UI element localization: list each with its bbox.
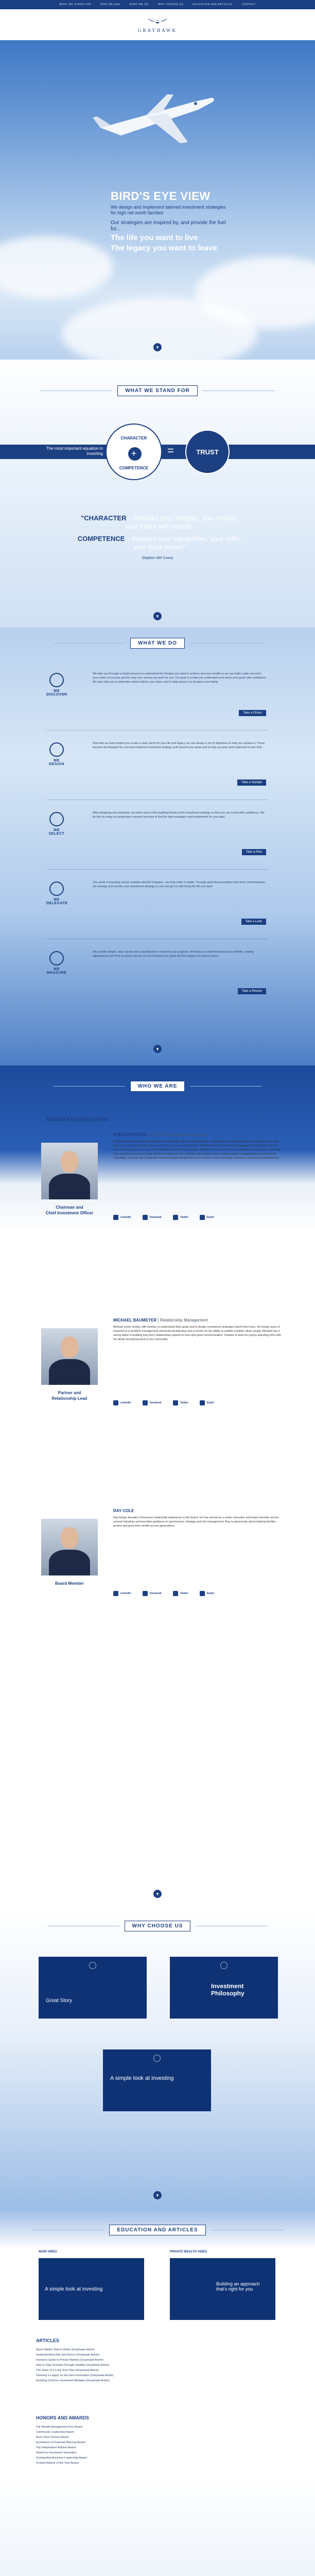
facebook-icon — [143, 1591, 148, 1596]
article-link[interactable]: Avoiding Common Investment Mistakes (Grayhawk Article) — [36, 2379, 110, 2382]
service-row — [0, 738, 315, 800]
title-text: | CEO, CIO & Relationship Lead — [146, 1132, 207, 1137]
service-row — [0, 669, 315, 731]
email-link[interactable] — [200, 1215, 214, 1220]
facebook-icon — [143, 1215, 148, 1220]
suit-shape — [49, 1550, 90, 1575]
person-bio: Michael works closely with families to understand their goals and to design investment strategies that fit their lives. He brings years of experience in portfolio management and financial planning and is known for his ability to explain complex ideas simply. Michael has a strong belief in building long term relationships based on trust and good communication. Outside of work he enjoys spending time with his family and giving back to his community. — [113, 1326, 281, 1341]
board-heading: BOARD AND EXECUTIVE — [46, 1117, 109, 1123]
service-button[interactable]: Take a Sample — [237, 779, 266, 786]
facebook-link[interactable] — [143, 1400, 162, 1405]
cursor-icon — [49, 812, 64, 826]
email-link[interactable] — [200, 1400, 214, 1405]
head-shape — [61, 1151, 78, 1173]
role-line: Chairman and — [56, 1205, 83, 1210]
video-title: Building an approach that's right for you — [216, 2281, 260, 2292]
jet-plane-icon — [90, 87, 219, 148]
section-header — [0, 638, 315, 649]
service-row — [0, 808, 315, 870]
service-text: After designing your blueprint, we select each of the building blocks of the investment strategy so that you can invest with confidence. We do this by using our proprietary research process to find the best managers and investments for your plan. — [93, 811, 265, 819]
honor-item: Award for Investment Innovation — [36, 2451, 77, 2454]
video-card[interactable] — [39, 2258, 144, 2320]
character-label: CHARACTER — [120, 436, 147, 440]
link-label: LinkedIn — [120, 1592, 131, 1595]
link-label: Email — [206, 1401, 214, 1404]
email-icon — [200, 1400, 205, 1405]
service-icon-block — [46, 951, 67, 975]
hero-life-line: The life you want to live — [111, 233, 198, 242]
hero-text — [111, 190, 229, 253]
person-name — [113, 1132, 206, 1137]
article-link[interactable]: Understanding Risk and Return (Grayhawk Article) — [36, 2353, 100, 2357]
honor-item: Trusted Advisor of the Year Award — [36, 2462, 79, 2465]
divider — [46, 869, 269, 870]
link-label: LinkedIn — [120, 1216, 131, 1219]
hero-tagline: Our strategies are inspired by, and provide the fuel for... — [111, 220, 226, 232]
divider — [190, 1086, 262, 1087]
competence-label: COMPETENCE — [119, 466, 149, 470]
honor-item: Excellence in Financial Planning Award — [36, 2441, 85, 2444]
service-icon-block — [46, 673, 67, 697]
clouds-band — [0, 2477, 315, 2576]
link-label: Facebook — [149, 1592, 162, 1595]
email-link[interactable] — [200, 1591, 214, 1596]
plus-icon: + — [131, 448, 137, 459]
video-title: Great Story — [46, 1998, 73, 2004]
scroll-down-button[interactable] — [153, 1890, 162, 1898]
nav-item[interactable]: CONTACT — [241, 3, 256, 6]
person-card — [36, 1318, 283, 1503]
linkedin-link[interactable] — [113, 1215, 131, 1220]
linkedin-icon — [113, 1400, 118, 1405]
honor-item: Best Client Service Award — [36, 2436, 69, 2439]
scroll-down-button[interactable] — [153, 1045, 162, 1053]
stand-section — [0, 360, 315, 628]
facebook-icon — [143, 1400, 148, 1405]
role-line: Chief Investment Officer — [45, 1211, 94, 1215]
scroll-down-button[interactable] — [153, 612, 162, 620]
title-text: | Relationship Management — [156, 1318, 208, 1323]
service-icon-block — [46, 742, 67, 766]
nav-item[interactable]: WHO WE ARE — [100, 3, 120, 6]
twitter-icon — [173, 1400, 178, 1405]
honor-item: Community Leadership Award — [36, 2431, 74, 2434]
articles-list — [36, 2347, 278, 2383]
person-card — [36, 1509, 283, 1694]
service-row — [0, 947, 315, 1009]
trust-equation — [0, 416, 315, 473]
pencil-icon — [49, 742, 64, 757]
play-icon — [220, 1962, 227, 1969]
linkedin-icon — [113, 1215, 118, 1220]
person-role — [36, 1390, 103, 1401]
what-we-do-section — [0, 628, 315, 1065]
quote-competence — [77, 535, 242, 551]
compass-icon — [49, 673, 64, 687]
top-nav — [0, 0, 315, 9]
column-heading: PRIVATE WEALTH VIDEO — [170, 2250, 207, 2253]
handshake-icon — [49, 882, 64, 896]
nav-item[interactable]: WHAT WE STAND FOR — [59, 3, 92, 6]
section-header — [0, 2225, 315, 2235]
twitter-link[interactable] — [173, 1591, 188, 1596]
brand-name: GRAYHAWK — [138, 28, 177, 33]
section-header — [0, 1921, 315, 1931]
cloud-shape — [0, 236, 113, 298]
honor-item: Top Independent Advisor Award — [36, 2446, 76, 2449]
section-title: WHO WE ARE — [130, 1081, 185, 1092]
twitter-link[interactable] — [173, 1215, 188, 1220]
quote-text: – includes your capabilities, your skills, your track record" — [125, 535, 242, 551]
video-card[interactable] — [170, 1957, 278, 2019]
scroll-down-button[interactable] — [153, 343, 162, 351]
section-title: WHAT WE DO — [130, 638, 185, 649]
role-line: Board Member — [55, 1581, 84, 1586]
section-title: WHY CHOOSE US — [125, 1921, 191, 1931]
service-text: The world of investing can be complex and full of jargon – we help make it simple. Through good documentation and clear communication, we manage and monitor your investment strategy so you can get on with living the life you want. — [93, 881, 266, 888]
hero-section — [0, 40, 315, 360]
service-label: WE SELECT — [48, 828, 65, 836]
gauge-icon — [49, 951, 64, 965]
service-text: We provide simple, clear reports and a dashboard to measure your progress. We keep you informed about your portfolio, making adjustments over time to ensure we are on track toward your goals and the legacy you want to leave. — [93, 951, 254, 958]
service-row — [0, 877, 315, 939]
service-text: Now that we have helped you create a clear vision for your life and legacy, we can design a set of objectives to help you achieve it. These become the blueprint for your personalized investment strategy, built around your goals and to help you plan and implement it over time. — [93, 742, 265, 749]
logo-area — [0, 9, 315, 40]
quote-author: Stephen MR Covey — [142, 556, 173, 560]
role-line: Partner and — [58, 1391, 81, 1395]
character-competence-circle — [106, 423, 162, 480]
link-label: LinkedIn — [120, 1401, 131, 1404]
name-text: MICHAEL BAUMEYER — [113, 1318, 157, 1323]
quote-text: – includes your integrity, your motive, your intent with people. — [125, 514, 238, 530]
name-text: RAY COLE — [113, 1509, 134, 1513]
person-photo — [41, 1519, 98, 1575]
head-shape — [61, 1527, 78, 1549]
article-link[interactable]: Investors Guide to Private Markets (Grayhawk Article) — [36, 2359, 103, 2362]
link-label: Twitter — [180, 1401, 188, 1404]
service-button[interactable]: Take a Plan — [242, 849, 266, 855]
person-bio: Ray brings decades of business leadership experience to the board. He has served as a senior executive and board member across several industries and provides guidance on governance, strategy and risk management. Ray is passionate about helping families protect and grow their wealth across generations. — [113, 1516, 279, 1528]
email-icon — [200, 1591, 205, 1596]
service-label: WE DELEGATE — [46, 898, 68, 905]
chevron-down-icon: ▼ — [155, 614, 160, 619]
hero-subtitle: We design and implement tailored investment strategies for high net worth families — [111, 205, 226, 215]
social-links — [113, 1400, 214, 1405]
play-icon — [153, 2055, 161, 2062]
link-label: Email — [206, 1592, 214, 1595]
social-links — [113, 1215, 214, 1220]
section-header — [0, 1081, 315, 1092]
nav-item[interactable]: EDUCATION AND ARTICLES — [192, 3, 233, 6]
chevron-down-icon: ▼ — [155, 1891, 160, 1896]
divider — [53, 1086, 125, 1087]
person-role — [36, 1581, 103, 1586]
section-title: EDUCATION AND ARTICLES — [109, 2225, 205, 2235]
divider — [46, 730, 269, 731]
service-label: WE MEASURE — [46, 968, 67, 975]
chevron-down-icon: ▼ — [155, 345, 160, 350]
trust-circle: TRUST — [185, 430, 230, 474]
suit-shape — [49, 1359, 90, 1385]
section-header — [0, 385, 315, 396]
video-title: A simple look at investing — [110, 2075, 174, 2081]
person-card — [36, 1132, 283, 1318]
article-link[interactable]: Planning a Legacy for the Next Generation (Grayhawk Article) — [36, 2374, 114, 2377]
link-label: Email — [206, 1216, 214, 1219]
honor-item: Outstanding Business Leadership Award — [36, 2456, 87, 2460]
service-label: WE DESIGN — [49, 759, 64, 766]
linkedin-icon — [113, 1591, 118, 1596]
hero-title: BIRD'S EYE VIEW — [111, 190, 211, 202]
video-title: A simple look at investing — [45, 2286, 103, 2292]
who-we-are-section — [0, 1065, 315, 1910]
scroll-down-button[interactable] — [153, 2191, 162, 2199]
role-line: Relationship Lead — [51, 1396, 87, 1401]
person-photo — [41, 1143, 98, 1199]
service-icon-block — [46, 882, 67, 905]
chevron-down-icon: ▼ — [155, 2193, 160, 2198]
service-icon-block — [46, 812, 67, 836]
chevron-down-icon: ▼ — [155, 1046, 160, 1052]
person-name — [113, 1318, 208, 1323]
honor-item: Top Wealth Management Firm Award — [36, 2426, 83, 2429]
equals-icon: = — [167, 444, 174, 457]
service-button[interactable]: Take a Review — [238, 988, 266, 994]
service-button[interactable]: Take a Closer — [239, 710, 266, 716]
quote-keyword: COMPETENCE — [77, 535, 125, 543]
column-heading: MAIN VIDEO — [39, 2250, 57, 2253]
article-link[interactable]: The Value of a Long Term Plan (Grayhawk Article) — [36, 2369, 99, 2372]
twitter-link[interactable] — [173, 1400, 188, 1405]
article-link[interactable]: How to Stay Invested Through Volatility (Grayhawk Article) — [36, 2364, 110, 2367]
name-text: SHELDON STEIN — [113, 1132, 147, 1137]
twitter-icon — [173, 1215, 178, 1220]
person-photo — [41, 1328, 98, 1385]
hawk-logo-icon[interactable] — [146, 16, 169, 27]
person-role — [36, 1205, 103, 1216]
honors-list — [36, 2425, 278, 2466]
education-section — [0, 2209, 315, 2477]
video-card[interactable] — [170, 2258, 275, 2320]
video-card[interactable] — [39, 1957, 147, 2019]
facebook-link[interactable] — [143, 1215, 162, 1220]
facebook-link[interactable] — [143, 1591, 162, 1596]
section-title: WHAT WE STAND FOR — [117, 385, 198, 396]
equation-label: The most important equation in investing — [46, 446, 103, 456]
quote-character — [77, 514, 242, 531]
link-label: Facebook — [149, 1216, 162, 1219]
video-title: Investment Philosophy — [211, 1982, 244, 1997]
person-bio: Sheldon has spent the last two decades working with high net worth families, helping them create strategies to support the lives they want to live and the legacies they want to leave. He founded the firm with the belief that investment management should be built on trust, transparency and a clear understanding of each client's goals. He believes that character plus competence equals trust and that trust must be earned every day. Before founding the firm, Sheldon held senior roles in private wealth management and investment consulting. He holds the Chartered Financial Analyst designation and is active in his community, serving on several non-profit boards. — [113, 1140, 281, 1160]
service-label: WE DISCOVER — [46, 689, 67, 697]
articles-heading: ARTICLES — [36, 2338, 59, 2343]
nav-item[interactable]: WHAT WE DO — [129, 3, 149, 6]
link-label: Twitter — [180, 1216, 188, 1219]
why-choose-us-section — [0, 1910, 315, 2209]
person-name — [113, 1509, 134, 1513]
social-links — [113, 1591, 214, 1596]
link-label: Facebook — [149, 1401, 162, 1404]
email-icon — [200, 1215, 205, 1220]
hero-legacy-line: The legacy you want to leave — [111, 244, 217, 252]
video-card[interactable] — [103, 2049, 211, 2111]
linkedin-link[interactable] — [113, 1591, 131, 1596]
play-icon — [89, 1962, 96, 1969]
nav-item[interactable]: WHY CHOOSE US — [157, 3, 184, 6]
twitter-icon — [173, 1591, 178, 1596]
honors-heading: HONORS AND AWARDS — [36, 2415, 89, 2420]
quote-keyword: "CHARACTER — [81, 514, 127, 522]
service-text: We take you through a simple process to understand the lifestyle you want to achieve and your wealth so we can build a plan around it, your vision of success and the way your money can work for you. Our goal is to help you understand and reach your goals with confidence. We start with you to determine what it will be your vision and to help ensure it is all about your family. — [93, 672, 267, 684]
suit-shape — [49, 1174, 90, 1199]
article-link[interactable]: Stuck Market: Bad or Better (Grayhawk Article) — [36, 2348, 95, 2351]
service-button[interactable]: Take a Look — [241, 919, 266, 925]
head-shape — [61, 1336, 78, 1358]
link-label: Twitter — [180, 1592, 188, 1595]
linkedin-link[interactable] — [113, 1400, 131, 1405]
